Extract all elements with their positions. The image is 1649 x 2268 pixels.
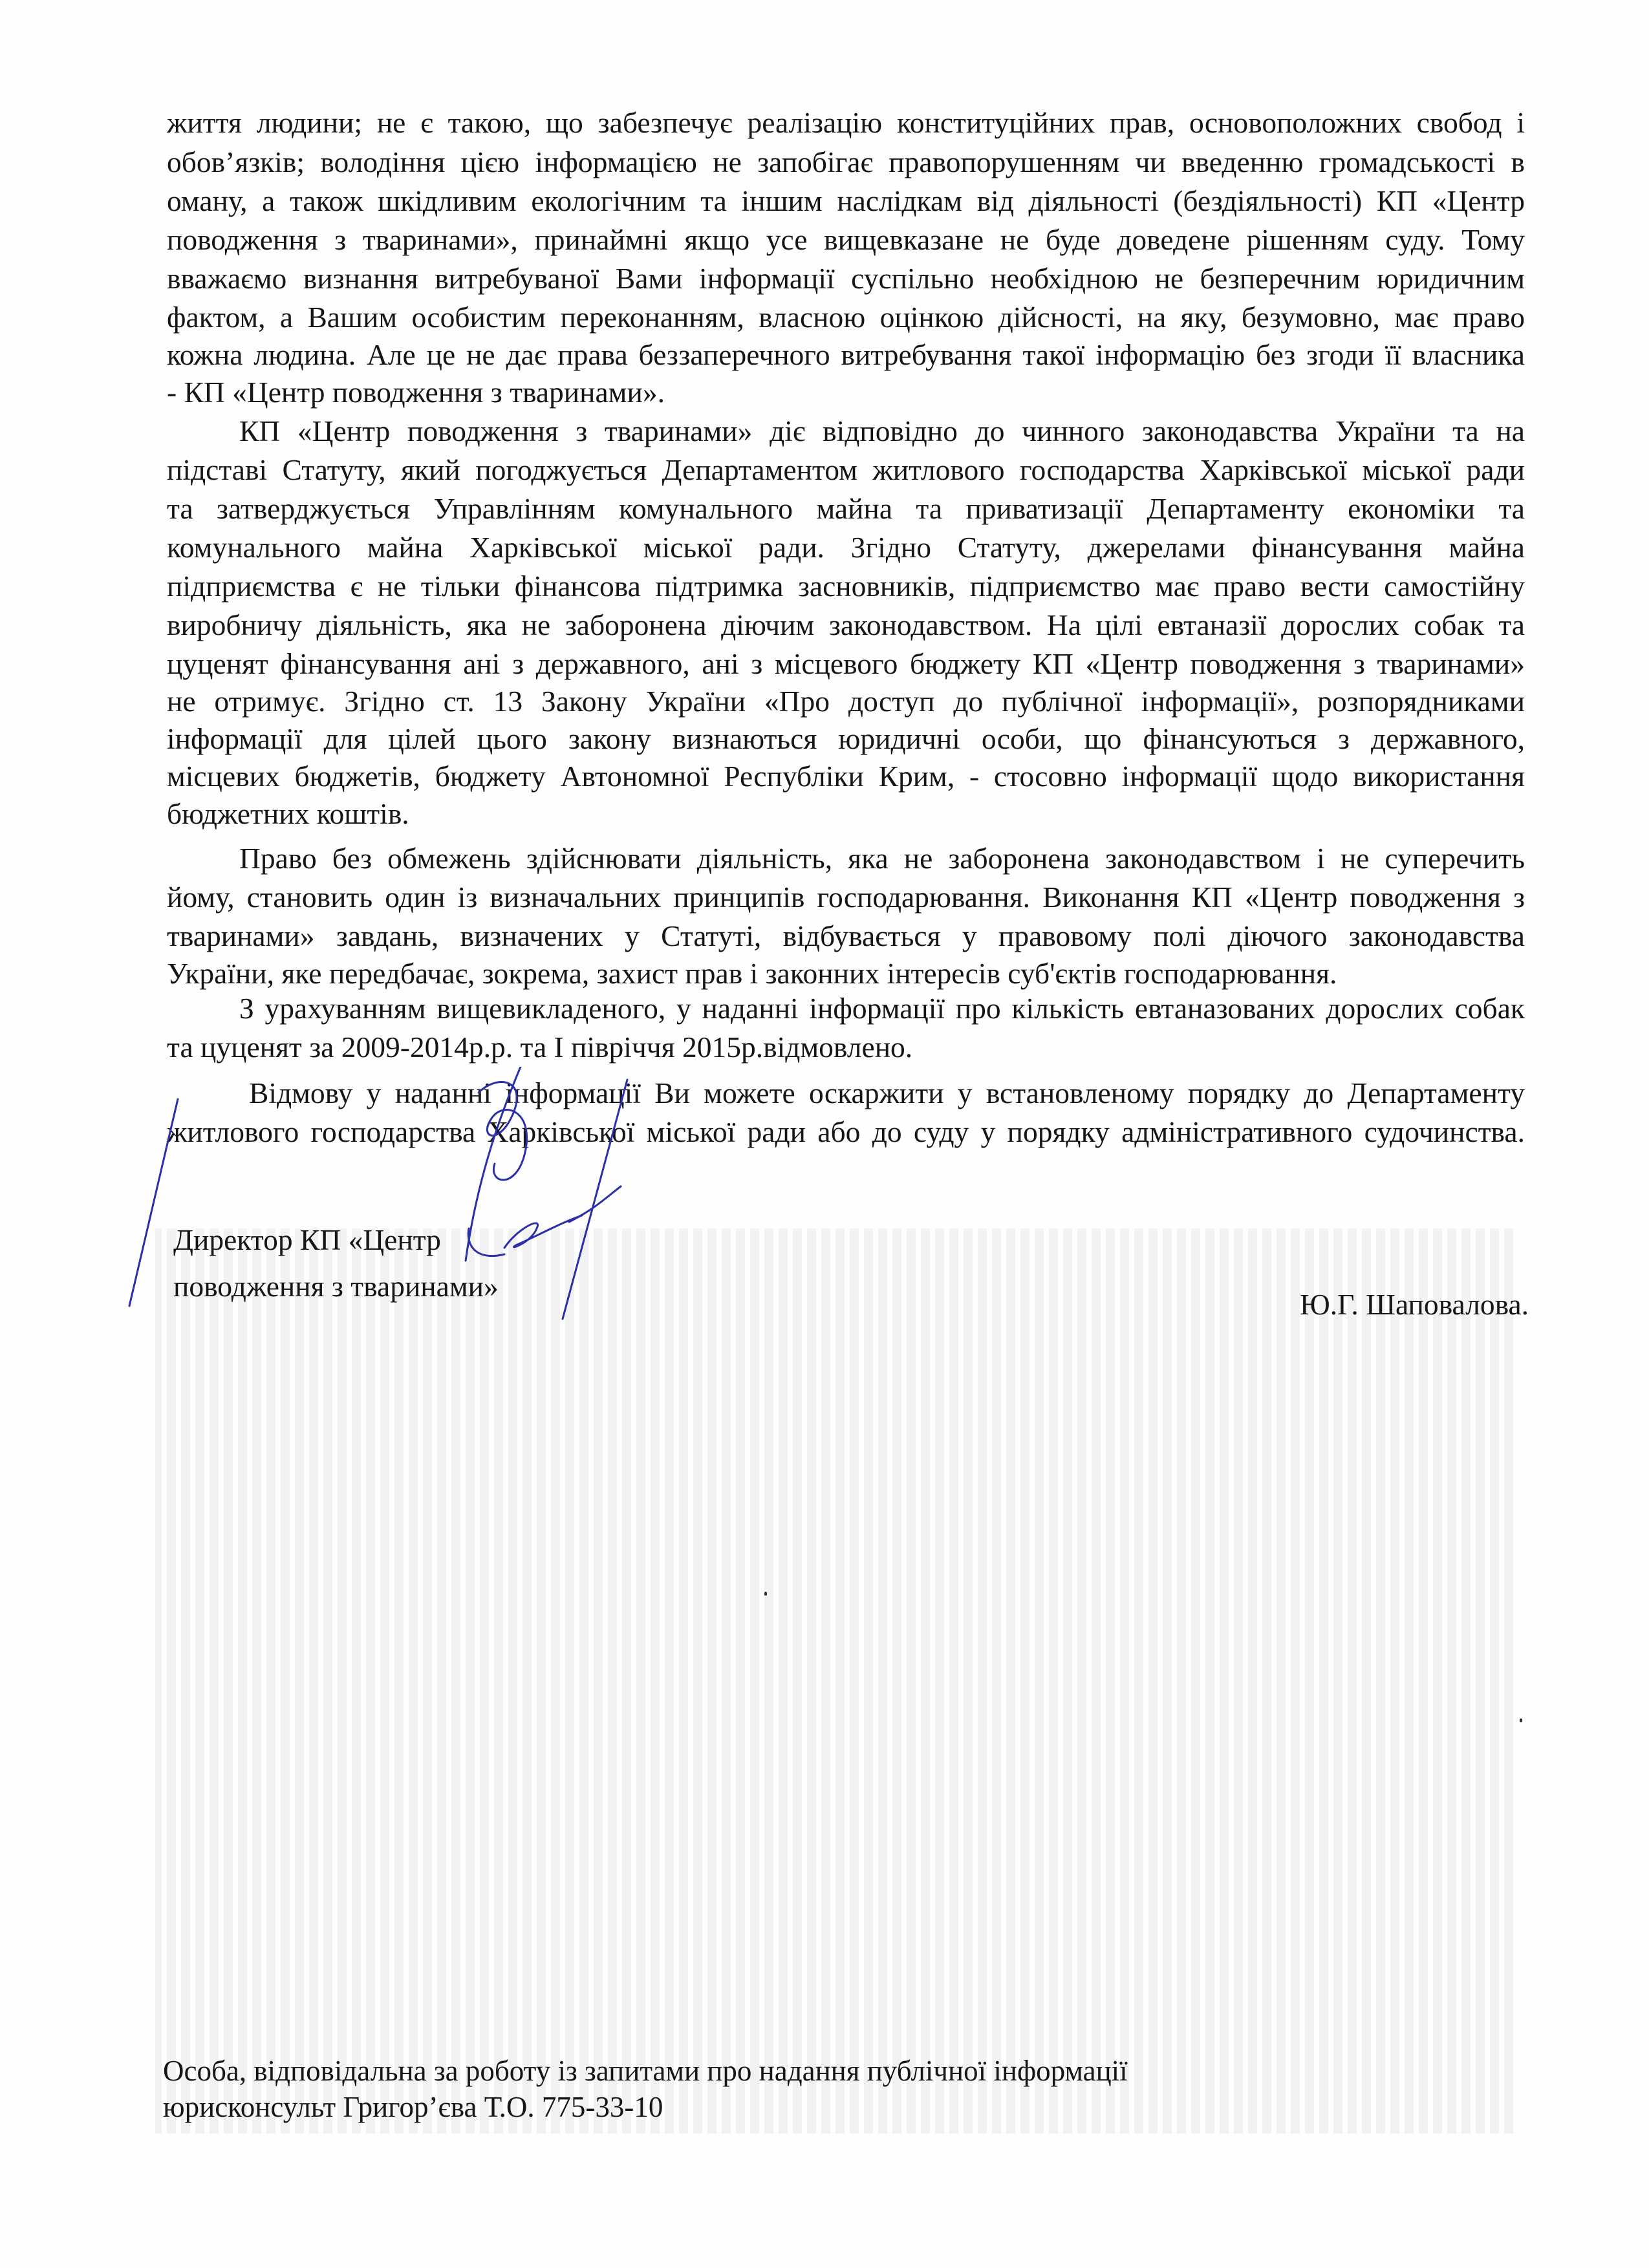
text-line: життя людини; не є такою, що забезпечує реалізацію конституційних прав, основоположних свобод і [167,106,1525,139]
text-line: Право без обмежень здійснювати діяльність, яка не заборонена законодавством і не суперечить [239,842,1525,875]
signatory-name: Ю.Г. Шаповалова. [1300,1288,1529,1321]
text-line: - КП «Центр поводження з тваринами». [167,376,665,409]
text-line: йому, становить один із визначальних принципів господарювання. Виконання КП «Центр поводження з [167,881,1525,914]
text-line: обов’язків; володіння цією інформацією не запобігає правопорушенням чи введенню громадськості в [167,145,1525,178]
text-line: житлового господарства Харківської міської ради або до суду у порядку адміністративного судочинства. [167,1115,1525,1148]
text-line: виробничу діяльність, яка не заборонена діючим законодавством. На цілі евтаназії дорослих собак та [167,608,1525,641]
text-line: цуценят фінансування ані з державного, ані з місцевого бюджету КП «Центр поводження з тваринами» [167,647,1525,680]
text-line: України, яке передбачає, зокрема, захист прав і законних інтересів суб'єктів господарювання. [167,957,1337,990]
text-line: КП «Центр поводження з тваринами» діє відповідно до чинного законодавства України та на [239,414,1525,447]
text-line: оману, а також шкідливим екологічним та іншим наслідкам від діяльності (бездіяльності) КП «Центр [167,184,1525,217]
text-line: вважаємо визнання витребуваної Вами інформації суспільно необхідною не безперечним юридичним [167,262,1525,295]
text-line: Відмову у наданні інформації Ви можете оскаржити у встановленому порядку до Департаменту [249,1076,1525,1109]
text-line: та цуценят за 2009-2014р.р. та І півріччя 2015р.відмовлено. [167,1031,913,1064]
responsible-person-line: Особа, відповідальна за роботу із запитами про надання публічної інформації [163,2055,1128,2087]
signatory-position-line-2: поводження з тваринами» [173,1270,499,1303]
text-line: підставі Статуту, який погоджується Департаментом житлового господарства Харківської міської ради [167,453,1525,486]
text-line: кожна людина. Але це не дає права беззаперечного витребування такої інформацію без згоди її власника [167,338,1525,371]
text-line: тваринами» завдань, визначених у Статуті, відбувається у правовому полі діючого законодавства [167,919,1525,952]
text-line: фактом, а Вашим особистим переконанням, власною оцінкою дійсності, на яку, безумовно, має право [167,301,1525,334]
text-line: та затверджується Управлінням комунального майна та приватизації Департаменту економіки та [167,492,1525,525]
text-line: З урахуванням вищевикладеного, у наданні інформації про кількість евтаназованих дорослих собак [239,992,1525,1025]
text-line: не отримує. Згідно ст. 13 Закону України «Про доступ до публічної інформації», розпорядниками [167,685,1525,718]
text-line: поводження з тваринами», принаймні якщо усе вищевказане не буде доведене рішенням суду. Тому [167,223,1525,256]
handwritten-signature [116,1067,763,1325]
scan-speck [1520,1718,1522,1722]
text-line: інформації для цілей цього закону визнаються юридичні особи, що фінансуються з державного, [167,722,1525,755]
scan-speck [764,1592,767,1596]
signatory-position-line-1: Директор КП «Центр [173,1223,441,1256]
text-line: бюджетних коштів. [167,797,409,830]
text-line: комунального майна Харківської міської ради. Згідно Статуту, джерелами фінансування майна [167,531,1525,564]
text-line: підприємства є не тільки фінансова підтримка засновників, підприємство має право вести самостійну [167,570,1525,603]
text-line: місцевих бюджетів, бюджету Автономної Республіки Крим, - стосовно інформації щодо використання [167,760,1525,793]
legal-advisor-contact: юрисконсульт Григор’єва Т.О. 775-33-10 [163,2091,663,2123]
